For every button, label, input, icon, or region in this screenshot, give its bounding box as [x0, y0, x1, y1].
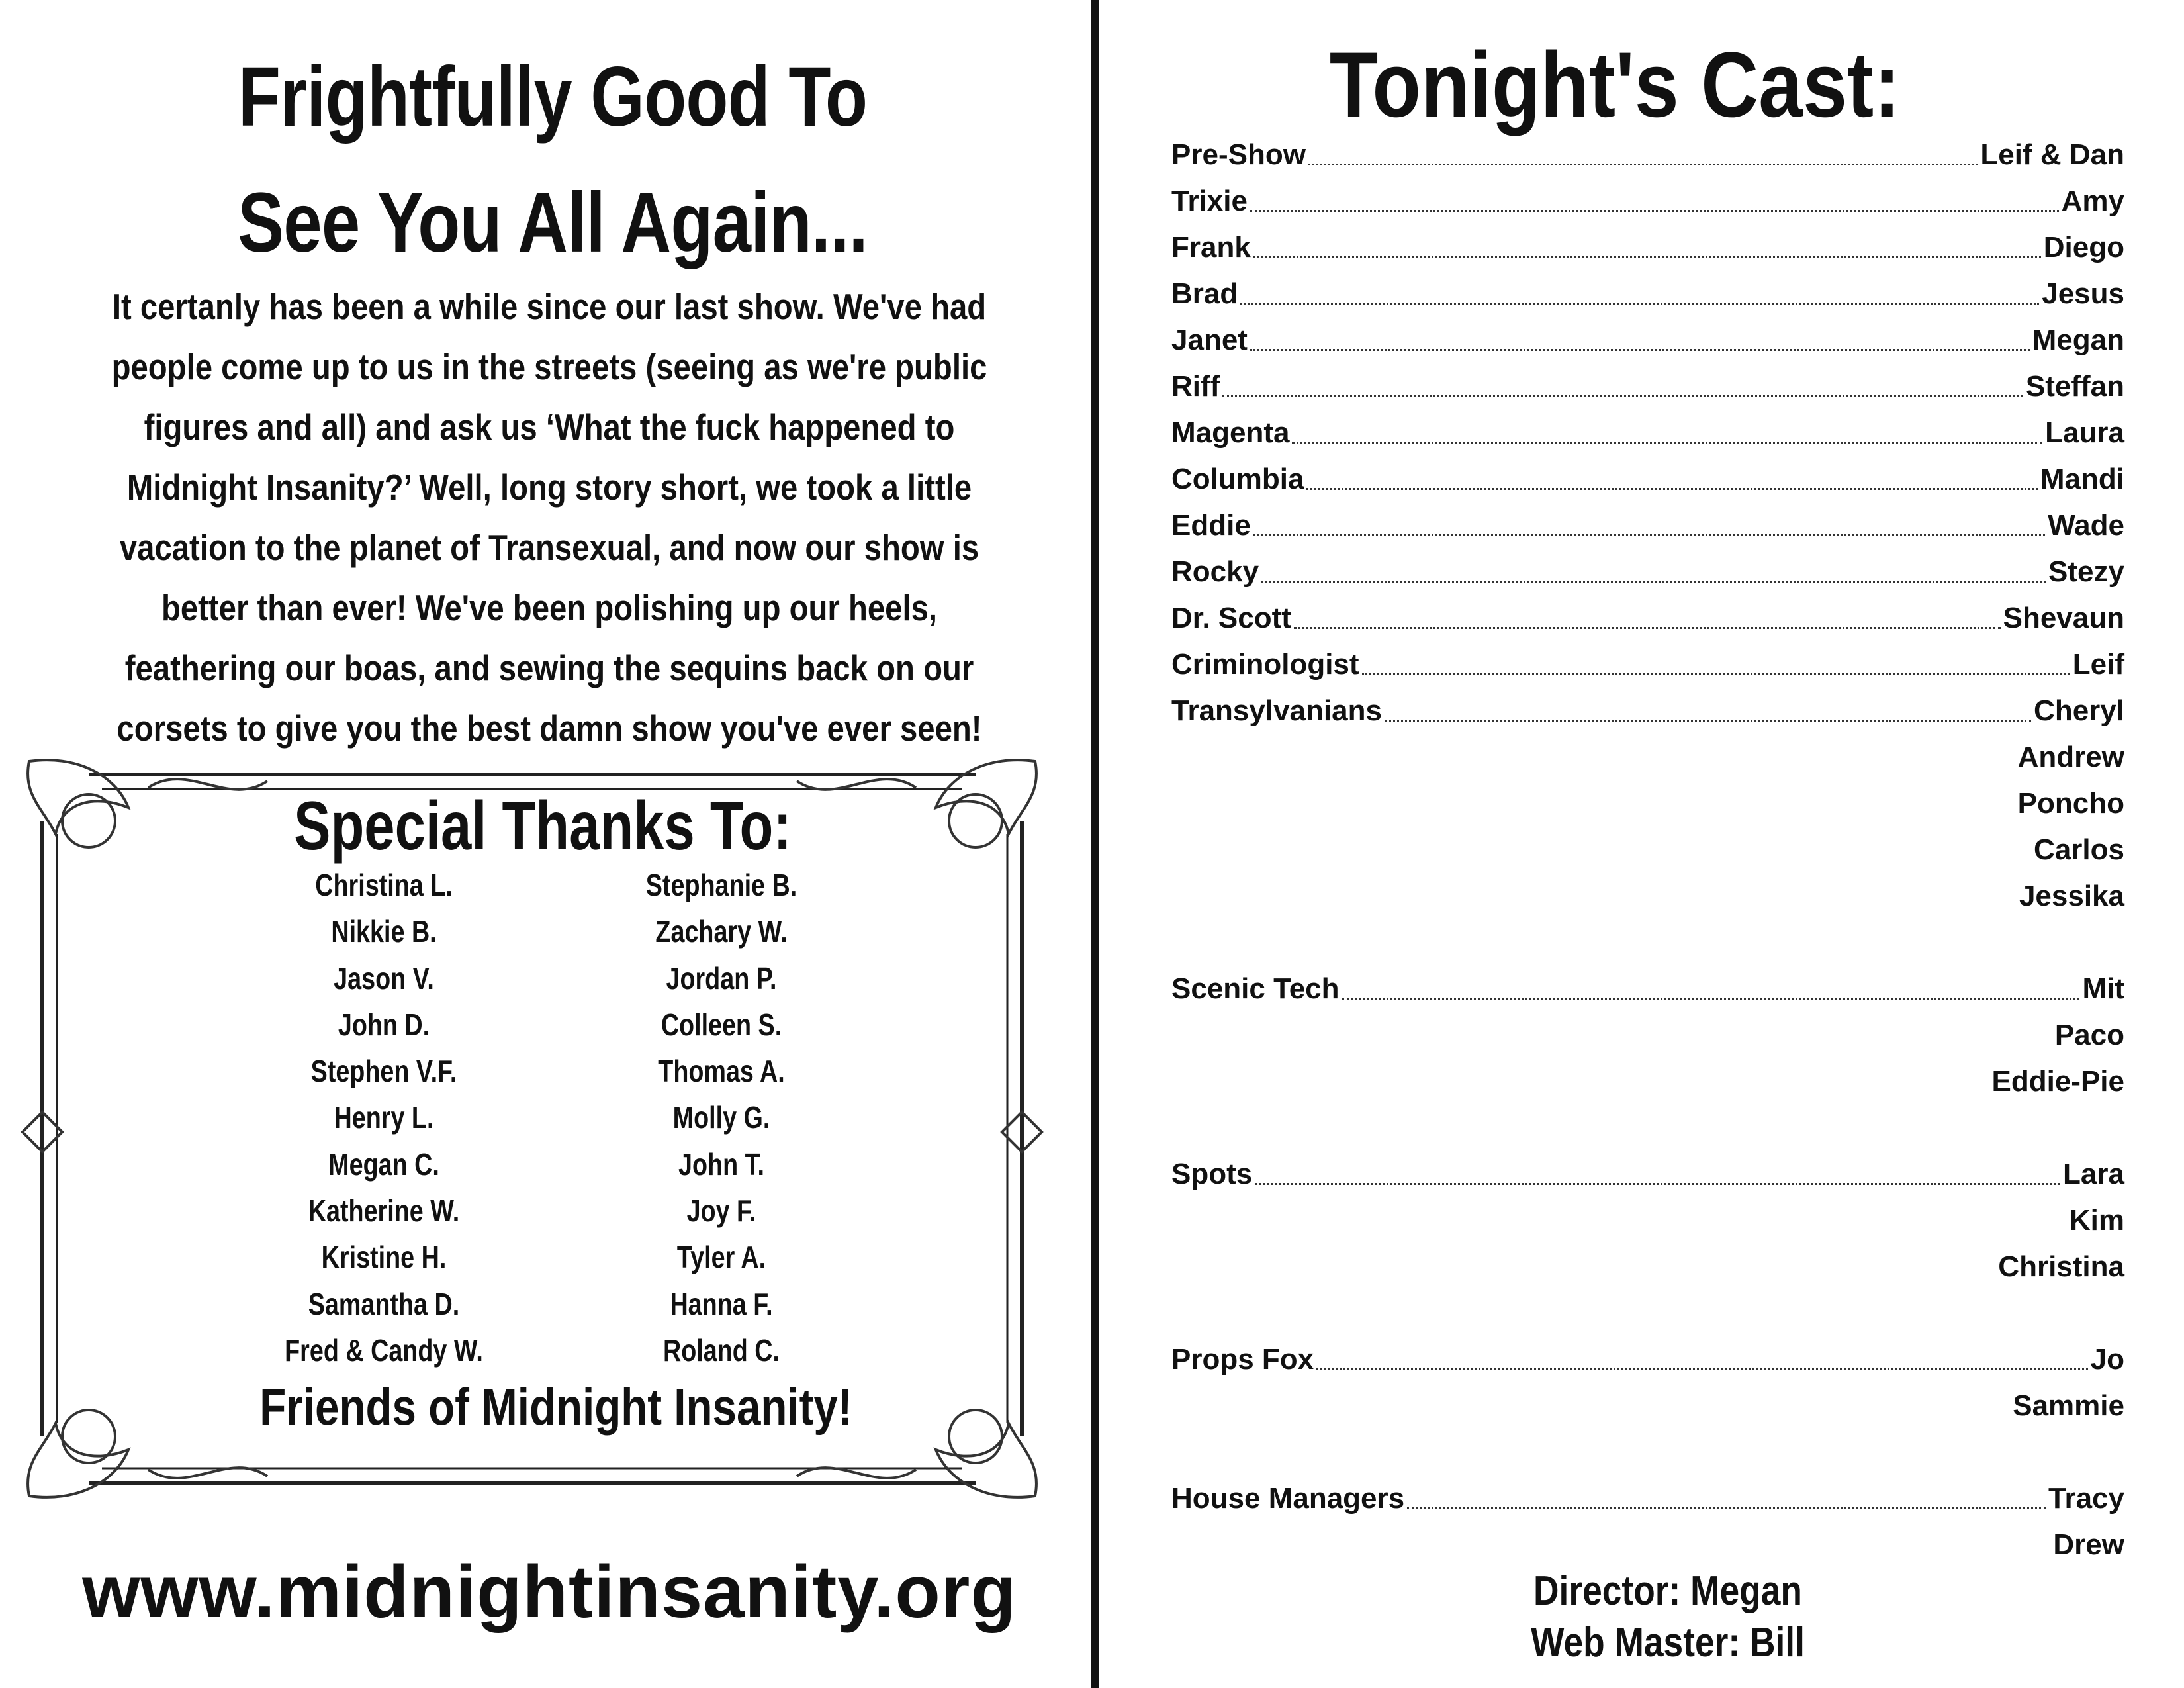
dot-leader: [1316, 1368, 2087, 1370]
thanks-name: Katherine W.: [308, 1194, 460, 1229]
cast-role: Columbia: [1171, 463, 1304, 495]
cast-actor: Mandi: [2040, 463, 2124, 495]
cast-row: [1171, 590, 2124, 637]
dot-leader: [1250, 349, 2030, 351]
cast-actor: Mit: [2082, 972, 2124, 1005]
cast-actor: Leif & Dan: [1980, 138, 2124, 171]
cast-actor: Leif: [2072, 648, 2124, 680]
dot-leader: [1294, 627, 2001, 629]
cast-actor: Steffan: [2025, 370, 2124, 402]
cast-row: [1171, 127, 2124, 173]
cast-actor: Laura: [2045, 416, 2124, 449]
cast-actor: Eddie-Pie: [1991, 1065, 2124, 1098]
heading-line-2: See You All Again...: [238, 175, 868, 270]
cast-actor: Kim: [2069, 1204, 2124, 1237]
cast-row: [1171, 1517, 2124, 1564]
thanks-name: Jason V.: [334, 961, 434, 996]
thanks-name: Colleen S.: [660, 1007, 782, 1042]
page-divider: [1091, 0, 1099, 1688]
cast-actor: Shevaun: [2003, 602, 2124, 634]
cast-role: Spots: [1171, 1158, 1253, 1190]
cast-row: [1171, 961, 2124, 1008]
special-thanks-title: Special Thanks To:: [293, 788, 792, 865]
intro-paragraph: It certanly has been a while since our last show. We've had people come up to us in the streets (seeing as we're public figures and all) and ask us ‘What the fuck happened to Midnight Insanity?’ Well, long story short, we took a little vacation to the planet of Transexual, and now our show is better than ever! We've been polishing up our heels, feathering our boas, and sewing the sequins back on our corsets to give you the best damn show you've ever seen!: [111, 286, 987, 749]
cast-row: [1171, 683, 2124, 729]
thanks-name: Fred & Candy W.: [285, 1333, 483, 1368]
cast-row: [1171, 1008, 2124, 1054]
cast-actor: Amy: [2061, 185, 2124, 217]
cast-actor: Carlos: [2034, 833, 2124, 866]
cast-actor: Poncho: [2017, 787, 2124, 820]
cast-row: [1171, 729, 2124, 776]
cast-actor: Jo: [2090, 1343, 2124, 1376]
cast-spacer: [1171, 1425, 2124, 1471]
cast-actor: Cheryl: [2034, 694, 2124, 727]
thanks-name: Stephen V.F.: [310, 1054, 457, 1089]
cast-actor: Sammie: [2013, 1389, 2124, 1422]
thanks-name: Henry L.: [334, 1100, 434, 1135]
cast-role: Trixie: [1171, 185, 1248, 217]
dot-leader: [1308, 164, 1978, 165]
cast-row: [1171, 359, 2124, 405]
cast-spacer: [1171, 1100, 2124, 1147]
cast-list: [1171, 127, 2124, 1564]
cast-row: [1171, 822, 2124, 868]
cast-row: [1171, 1378, 2124, 1425]
cast-role: Transylvanians: [1171, 694, 1382, 727]
cast-actor: Stezy: [2048, 555, 2124, 588]
credits: [1412, 1566, 1924, 1669]
cast-role: Rocky: [1171, 555, 1259, 588]
cast-row: [1171, 637, 2124, 683]
cast-row: [1171, 498, 2124, 544]
dot-leader: [1385, 720, 2031, 722]
thanks-name: Molly G.: [672, 1100, 770, 1135]
dot-leader: [1292, 442, 2042, 444]
heading-line-1: Frightfully Good To: [238, 50, 868, 144]
thanks-name: Thomas A.: [658, 1054, 785, 1089]
dot-leader: [1255, 1183, 2060, 1185]
thanks-name: Tyler A.: [676, 1240, 766, 1275]
cast-actor: Tracy: [2048, 1482, 2124, 1515]
thanks-name: John T.: [678, 1147, 764, 1182]
cast-role: Dr. Scott: [1171, 602, 1291, 634]
cast-title: Tonight's Cast:: [1329, 32, 1901, 136]
cast-actor: Lara: [2063, 1158, 2124, 1190]
cast-spacer: [1171, 915, 2124, 961]
cast-row: [1171, 1471, 2124, 1517]
cast-row: [1171, 451, 2124, 498]
thanks-names-column-2: [608, 862, 835, 1374]
cast-role: Riff: [1171, 370, 1220, 402]
dot-leader: [1250, 210, 2059, 212]
dot-leader: [1407, 1507, 2046, 1509]
cast-row: [1171, 1147, 2124, 1193]
cast-actor: Paco: [2054, 1019, 2124, 1051]
thanks-name: Megan C.: [328, 1147, 439, 1182]
thanks-name: Hanna F.: [670, 1286, 773, 1321]
thanks-name: Joy F.: [686, 1194, 756, 1229]
cast-row: [1171, 405, 2124, 451]
dot-leader: [1253, 534, 2045, 536]
thanks-name: Kristine H.: [321, 1240, 447, 1275]
cast-role: Scenic Tech: [1171, 972, 1340, 1005]
website-link[interactable]: www.midnightinsanity.org: [82, 1550, 1017, 1633]
cast-role: Props Fox: [1171, 1343, 1314, 1376]
cast-actor: Diego: [2043, 231, 2124, 263]
cast-spacer: [1171, 1286, 2124, 1332]
cast-row: [1171, 868, 2124, 915]
dot-leader: [1253, 256, 2041, 258]
cast-actor: Jesus: [2042, 277, 2124, 310]
thanks-name: Samantha D.: [308, 1286, 460, 1321]
cast-role: Janet: [1171, 324, 1248, 356]
cast-actor: Christina: [1998, 1250, 2124, 1283]
cast-actor: Jessika: [2019, 880, 2124, 912]
thanks-name: John D.: [338, 1007, 430, 1042]
cast-role: Brad: [1171, 277, 1238, 310]
cast-role: Criminologist: [1171, 648, 1359, 680]
webmaster-line: Web Master: Bill: [1531, 1620, 1805, 1665]
thanks-name: Stephanie B.: [645, 868, 797, 902]
right-panel: [1105, 0, 2184, 1688]
cast-role: Pre-Show: [1171, 138, 1306, 171]
cast-row: [1171, 1054, 2124, 1100]
cast-row: [1171, 266, 2124, 312]
friends-line: Friends of Midnight Insanity!: [259, 1378, 852, 1436]
thanks-name: Zachary W.: [655, 914, 788, 949]
cast-actor: Drew: [2053, 1528, 2124, 1561]
thanks-name: Roland C.: [662, 1333, 780, 1368]
cast-role: Eddie: [1171, 509, 1251, 541]
cast-actor: Megan: [2032, 324, 2124, 356]
cast-role: Frank: [1171, 231, 1251, 263]
dot-leader: [1362, 673, 2070, 675]
cast-row: [1171, 776, 2124, 822]
thanks-name: Nikkie B.: [331, 914, 437, 949]
dot-leader: [1240, 303, 2039, 305]
dot-leader: [1261, 581, 2046, 583]
thanks-name: Jordan P.: [666, 961, 777, 996]
cast-row: [1171, 173, 2124, 220]
cast-role: House Managers: [1171, 1482, 1405, 1515]
cast-actor: Andrew: [2017, 741, 2124, 773]
thanks-name: Christina L.: [315, 868, 453, 902]
cast-row: [1171, 544, 2124, 590]
dot-leader: [1306, 488, 2037, 490]
director-line: Director: Megan: [1533, 1568, 1802, 1614]
cast-row: [1171, 312, 2124, 359]
cast-row: [1171, 220, 2124, 266]
cast-actor: Wade: [2048, 509, 2124, 541]
dot-leader: [1342, 998, 2080, 1000]
cast-row: [1171, 1193, 2124, 1239]
cast-row: [1171, 1239, 2124, 1286]
cast-row: [1171, 1332, 2124, 1378]
dot-leader: [1222, 395, 2023, 397]
cast-role: Magenta: [1171, 416, 1290, 449]
thanks-names-column-1: [270, 862, 498, 1374]
